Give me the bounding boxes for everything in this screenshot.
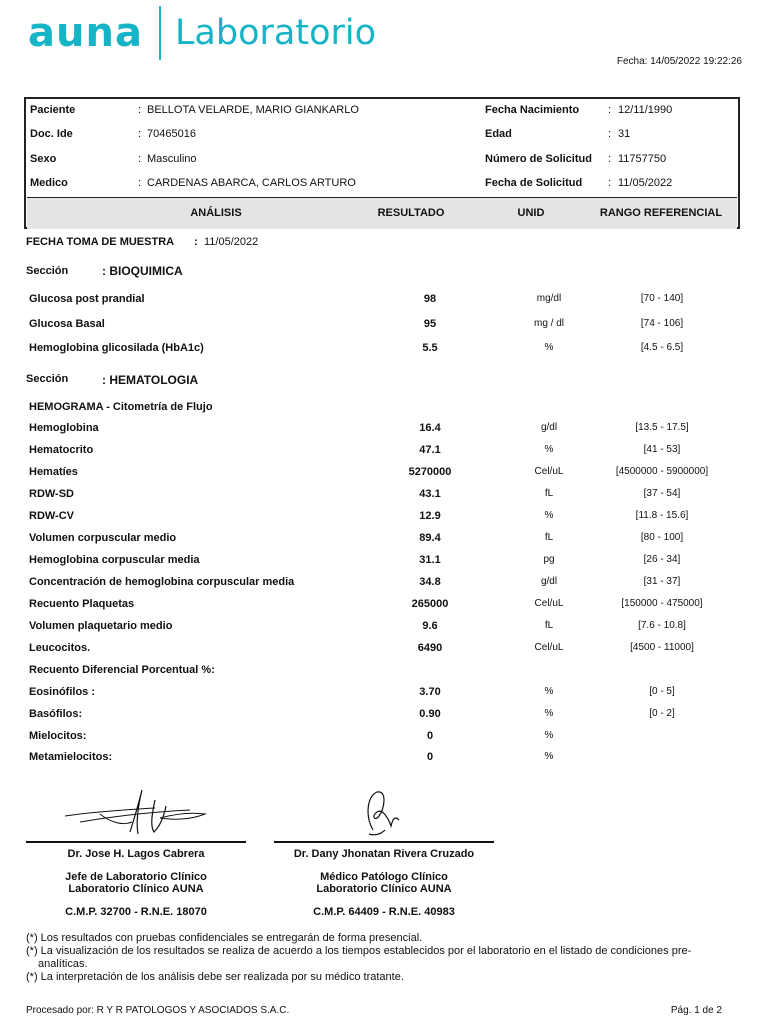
result-value: 0 xyxy=(426,730,434,742)
table-row xyxy=(0,664,768,684)
analysis-name: Volumen corpuscular medio xyxy=(29,532,177,544)
table-row xyxy=(0,751,768,771)
analysis-name: Recuento Plaquetas xyxy=(29,598,135,610)
table-row xyxy=(0,293,768,313)
hemograma-title: HEMOGRAMA - Citometría de Flujo xyxy=(29,401,213,413)
table-row xyxy=(0,642,768,662)
reference-range: [4500 - 11000] xyxy=(630,642,694,653)
table-row xyxy=(0,510,768,530)
note: (*) Los resultados con pruebas confidenciales se entregarán de forma presencial. xyxy=(26,932,423,944)
doc-value: 70465016 xyxy=(147,128,196,140)
edad-label: Edad xyxy=(485,128,512,140)
reference-range: [26 - 34] xyxy=(643,554,681,565)
processed-by: Procesado por: R Y R PATOLOGOS Y ASOCIADOS S.A.C. xyxy=(26,1005,290,1016)
table-row xyxy=(0,620,768,640)
paciente-value: BELLOTA VELARDE, MARIO GIANKARLO xyxy=(147,104,359,116)
signature-rivera xyxy=(355,786,415,842)
unit: mg/dl xyxy=(536,293,562,304)
signer-cmp: C.M.P. 64409 - R.N.E. 40983 xyxy=(313,906,455,918)
unit: Cel/uL xyxy=(534,642,564,653)
colon: : xyxy=(608,128,612,140)
colon: : xyxy=(608,104,612,116)
unit: % xyxy=(544,751,554,762)
table-row xyxy=(0,554,768,574)
unit: mg / dl xyxy=(533,318,564,329)
colon: : xyxy=(138,128,142,140)
reference-range: [150000 - 475000] xyxy=(621,598,703,609)
unit: % xyxy=(544,444,554,455)
signer-name: Dr. Dany Jhonatan Rivera Cruzado xyxy=(293,848,475,860)
table-row xyxy=(0,576,768,596)
colon: : xyxy=(608,153,612,165)
reference-range: [4.5 - 6.5] xyxy=(640,342,684,353)
unit: Cel/uL xyxy=(534,598,564,609)
signer-cmp: C.M.P. 32700 - R.N.E. 18070 xyxy=(65,906,207,918)
note: analíticas. xyxy=(38,958,88,970)
table-row xyxy=(0,318,768,338)
reference-range: [41 - 53] xyxy=(643,444,681,455)
result-value: 43.1 xyxy=(419,488,441,500)
section-bioquimica: : BIOQUIMICA xyxy=(102,264,183,278)
signature-line xyxy=(274,841,494,843)
unit: fL xyxy=(544,532,554,543)
col-unid: UNID xyxy=(517,207,545,219)
nacimiento-value: 12/11/1990 xyxy=(618,104,673,116)
signer-role: Médico Patólogo Clínico xyxy=(320,871,448,883)
reference-range: [4500000 - 5900000] xyxy=(615,466,709,477)
sexo-value: Masculino xyxy=(147,153,197,165)
col-resultado: RESULTADO xyxy=(377,207,445,219)
result-value: 9.6 xyxy=(422,620,438,632)
note: (*) La interpretación de los análisis debe ser realizada por su médico tratante. xyxy=(26,971,404,983)
result-value: 89.4 xyxy=(419,532,441,544)
analysis-name: Hematocrito xyxy=(29,444,94,456)
section-label: Sección xyxy=(26,265,69,277)
reference-range: [31 - 37] xyxy=(643,576,681,587)
reference-range: [70 - 140] xyxy=(640,293,684,304)
unit: g/dl xyxy=(540,576,558,587)
result-value: 0.90 xyxy=(419,708,441,720)
reference-range: [11.8 - 15.6] xyxy=(635,510,689,521)
unit: % xyxy=(544,708,554,719)
medico-value: CARDENAS ABARCA, CARLOS ARTURO xyxy=(147,177,356,189)
unit: % xyxy=(544,730,554,741)
reference-range: [74 - 106] xyxy=(640,318,684,329)
auna-logo xyxy=(28,10,376,56)
solicitud-value: 11757750 xyxy=(618,153,667,165)
report-date: Fecha: 14/05/2022 19:22:26 xyxy=(616,56,742,67)
result-value: 5.5 xyxy=(422,342,438,354)
col-analisis: ANÁLISIS xyxy=(190,207,242,219)
reference-range: [13.5 - 17.5] xyxy=(635,422,689,433)
analysis-name: RDW-SD xyxy=(29,488,74,500)
unit: fL xyxy=(544,488,554,499)
unit: g/dl xyxy=(540,422,558,433)
result-value: 31.1 xyxy=(419,554,441,566)
sexo-label: Sexo xyxy=(30,153,57,165)
table-row xyxy=(0,686,768,706)
analysis-name: Glucosa Basal xyxy=(29,318,105,330)
note: (*) La visualización de los resultados se realiza de acuerdo a los tiempos establecidos por el laboratorio en el listado de condiciones pre- xyxy=(26,945,692,957)
analysis-name: Eosinófilos : xyxy=(29,686,95,698)
analysis-name: Recuento Diferencial Porcentual %: xyxy=(29,664,215,676)
reference-range: [0 - 2] xyxy=(649,708,675,719)
analysis-name: Metamielocitos: xyxy=(29,751,113,763)
colon: : xyxy=(194,236,198,248)
signer-name: Dr. Jose H. Lagos Cabrera xyxy=(67,848,205,860)
analysis-name: Hemoglobina corpuscular media xyxy=(29,554,200,566)
muestra-value: 11/05/2022 xyxy=(204,236,259,248)
result-value: 0 xyxy=(426,751,434,763)
unit: pg xyxy=(543,554,555,565)
result-value: 5270000 xyxy=(408,466,452,478)
unit: % xyxy=(544,342,554,353)
lab-wordmark: Laboratorio xyxy=(174,13,377,53)
table-row xyxy=(0,342,768,362)
reference-range: [0 - 5] xyxy=(649,686,675,697)
analysis-name: Concentración de hemoglobina corpuscular media xyxy=(29,576,295,588)
analysis-name: Mielocitos: xyxy=(29,730,87,742)
reference-range: [37 - 54] xyxy=(643,488,681,499)
analysis-name: RDW-CV xyxy=(29,510,74,522)
analysis-name: Hemoglobina xyxy=(29,422,99,434)
colon: : xyxy=(138,177,142,189)
section-label: Sección xyxy=(26,373,69,385)
unit: % xyxy=(544,686,554,697)
result-value: 3.70 xyxy=(419,686,441,698)
table-row xyxy=(0,598,768,618)
logo-divider xyxy=(159,6,161,60)
colon: : xyxy=(608,177,612,189)
section-hematologia: : HEMATOLOGIA xyxy=(102,373,199,387)
table-row xyxy=(0,532,768,552)
analysis-name: Hematíes xyxy=(29,466,78,478)
result-value: 16.4 xyxy=(419,422,441,434)
fecha-solicitud-value: 11/05/2022 xyxy=(618,177,673,189)
patient-info-box xyxy=(24,97,740,229)
col-rango: RANGO REFERENCIAL xyxy=(599,207,723,219)
colon: : xyxy=(138,153,142,165)
table-row xyxy=(0,730,768,750)
signer-role: Jefe de Laboratorio Clínico xyxy=(65,871,207,883)
analysis-name: Basófilos: xyxy=(29,708,83,720)
analysis-name: Hemoglobina glicosilada (HbA1c) xyxy=(29,342,204,354)
result-value: 265000 xyxy=(411,598,449,610)
analysis-name: Leucocitos. xyxy=(29,642,91,654)
result-value: 98 xyxy=(423,293,437,305)
unit: fL xyxy=(544,620,554,631)
fecha-solicitud-label: Fecha de Solicitud xyxy=(485,177,583,189)
signer-institution: Laboratorio Clínico AUNA xyxy=(68,883,204,895)
nacimiento-label: Fecha Nacimiento xyxy=(485,104,580,116)
analysis-name: Volumen plaquetario medio xyxy=(29,620,173,632)
reference-range: [80 - 100] xyxy=(640,532,684,543)
result-value: 12.9 xyxy=(419,510,441,522)
colon: : xyxy=(138,104,142,116)
muestra-label: FECHA TOMA DE MUESTRA xyxy=(26,236,175,248)
signature-lagos xyxy=(60,786,210,842)
page-number: Pág. 1 de 2 xyxy=(670,1005,722,1016)
result-value: 34.8 xyxy=(419,576,441,588)
unit: Cel/uL xyxy=(534,466,564,477)
signature-line xyxy=(26,841,246,843)
paciente-label: Paciente xyxy=(30,104,76,116)
result-value: 95 xyxy=(423,318,437,330)
result-value: 6490 xyxy=(417,642,443,654)
table-row xyxy=(0,708,768,728)
table-row xyxy=(0,422,768,442)
table-row xyxy=(0,466,768,486)
table-row xyxy=(0,488,768,508)
brand-wordmark: auna xyxy=(28,10,143,56)
result-value: 47.1 xyxy=(419,444,441,456)
table-row xyxy=(0,444,768,464)
unit: % xyxy=(544,510,554,521)
signer-institution: Laboratorio Clínico AUNA xyxy=(316,883,452,895)
medico-label: Medico xyxy=(30,177,68,189)
solicitud-label: Número de Solicitud xyxy=(485,153,592,165)
doc-label: Doc. Ide xyxy=(30,128,73,140)
edad-value: 31 xyxy=(618,128,631,140)
analysis-name: Glucosa post prandial xyxy=(29,293,145,305)
reference-range: [7.6 - 10.8] xyxy=(638,620,686,631)
